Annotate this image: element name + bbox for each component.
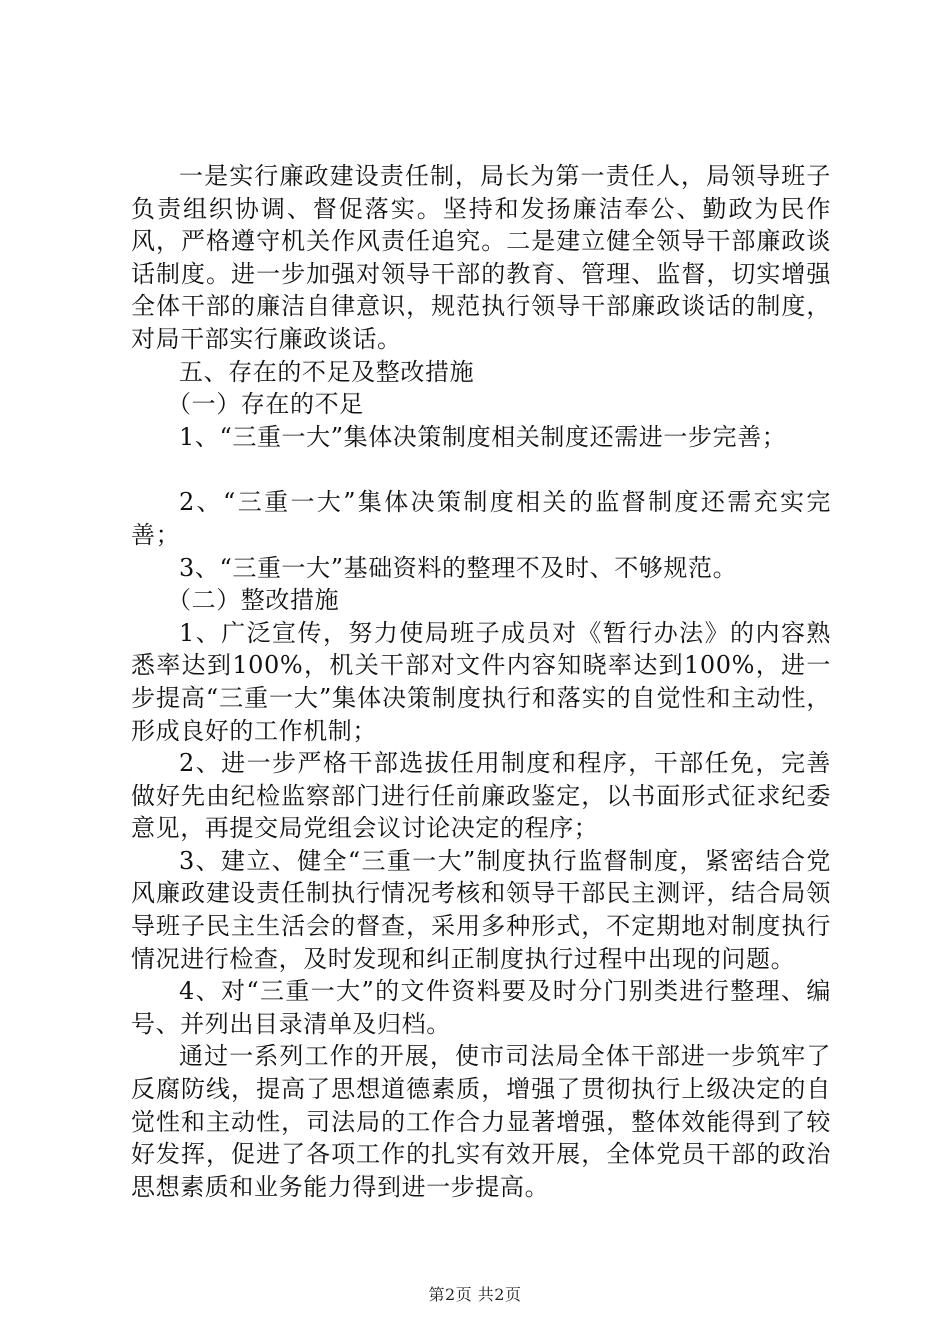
measure-item-3: 3、建立、健全“三重一大”制度执行监督制度，紧密结合党风廉政建设责任制执行情况考核和领导干部民主测评，结合局领导班子民主生活会的督查，采用多种形式，不定期地对制度执行情况进行检查，及时发现和纠正制度执行过程中出现的问题。 (131, 846, 831, 973)
measure-item-1: 1、广泛宣传，努力使局班子成员对《暂行办法》的内容熟悉率达到100%，机关干部对文件内容知晓率达到100%，进一步提高“三重一大”集体决策制度执行和落实的自觉性和主动性，形成良好的工作机制； (131, 618, 831, 745)
subheading-shortcomings: （一）存在的不足 (167, 390, 364, 419)
measure-item-4: 4、对“三重一大”的文件资料要及时分门别类进行整理、编号、并列出目录清单及归档。 (131, 977, 831, 1038)
shortcoming-item-1: 1、“三重一大”集体决策制度相关制度还需进一步完善； (179, 422, 787, 451)
page-number-footer: 第2页 共2页 (428, 1285, 522, 1304)
measure-item-2: 2、进一步严格干部选拔任用制度和程序，干部任免，完善做好先由纪检监察部门进行任前廉政鉴定，以书面形式征求纪委意见，再提交局党组会议讨论决定的程序； (131, 749, 831, 843)
section-heading-shortcomings-and-rectification: 五、存在的不足及整改措施 (179, 357, 475, 386)
paragraph-anti-corruption-measures: 一是实行廉政建设责任制，局长为第一责任人，局领导班子负责组织协调、督促落实。坚持和发扬廉洁奉公、勤政为民作风，严格遵守机关作风责任追究。二是建立健全领导干部廉政谈话制度。进一步加强对领导干部的教育、管理、监督，切实增强全体干部的廉洁自律意识，规范执行领导干部廉政谈话的制度，对局干部实行廉政谈话。 (131, 162, 831, 353)
subheading-rectification-measures: （二）整改措施 (167, 586, 340, 615)
document-body (131, 160, 831, 1203)
closing-paragraph: 通过一系列工作的开展，使市司法局全体干部进一步筑牢了反腐防线，提高了思想道德素质，增强了贯彻执行上级决定的自觉性和主动性，司法局的工作合力显著增强，整体效能得到了较好发挥，促进了各项工作的扎实有效开展，全体党员干部的政治思想素质和业务能力得到进一步提高。 (131, 1042, 831, 1201)
shortcoming-item-2: 2、“三重一大”集体决策制度相关的监督制度还需充实完善； (131, 488, 831, 549)
shortcoming-item-3: 3、“三重一大”基础资料的整理不及时、不够规范。 (179, 553, 738, 582)
